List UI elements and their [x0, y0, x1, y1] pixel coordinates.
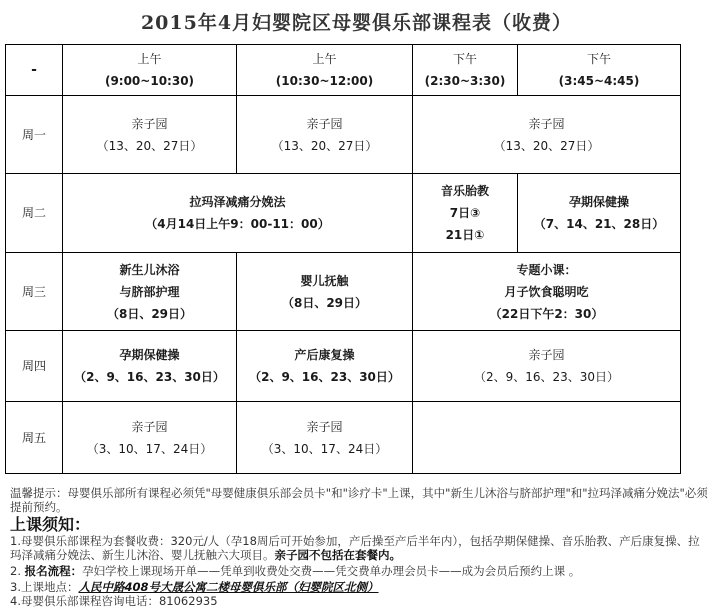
note-item-1: 1.母婴俱乐部课程为套餐收费：320元/人（孕18周后可开始参加，产后操至产后半年内），包括孕期保健操、音乐胎教、产后康复操、拉玛泽减痛分娩法、新生儿沐浴、婴儿抚触六大项目。亲子园不包括在套餐内。 — [10, 534, 700, 562]
day-label: 周三 — [6, 253, 63, 331]
day-label: 周四 — [6, 331, 63, 402]
course-cell: 亲子园 （13、20、27日） — [413, 96, 681, 174]
header-col-2: 上午 (10:30~12:00) — [237, 45, 413, 96]
day-label: 周五 — [6, 402, 63, 474]
note-item-3: 3.上课地点：人民中路408号大晟公寓二楼母婴俱乐部（妇婴院区北侧） — [10, 580, 379, 594]
row-friday — [6, 402, 681, 474]
day-label: 周一 — [6, 96, 63, 174]
course-cell: 拉玛泽减痛分娩法 （4月14日上午9：00-11：00） — [63, 174, 413, 253]
row-tuesday — [6, 174, 681, 253]
row-monday — [6, 96, 681, 174]
course-cell: 亲子园 （2、9、16、23、30日） — [413, 331, 681, 402]
header-col-1: 上午 (9:00~10:30) — [63, 45, 237, 96]
course-cell: 孕期保健操 （7、14、21、28日） — [518, 174, 681, 253]
day-label: 周二 — [6, 174, 63, 253]
course-cell: 新生儿沐浴 与脐部护理 （8日、29日） — [63, 253, 237, 331]
row-thursday — [6, 331, 681, 402]
course-cell: 亲子园 （13、20、27日） — [237, 96, 413, 174]
note-item-2: 2. 报名流程：孕妇学校上课现场开单——凭单到收费处交费——凭交费单办理会员卡——成为会员后预约上课 。 — [10, 564, 581, 578]
course-cell: 婴儿抚触 （8日、29日） — [237, 253, 413, 331]
header-col-3: 下午 (2:30~3:30) — [413, 45, 518, 96]
course-cell-empty — [413, 402, 681, 474]
course-cell: 产后康复操 （2、9、16、23、30日） — [237, 331, 413, 402]
header-col-4: 下午 (3:45~4:45) — [518, 45, 681, 96]
course-cell: 孕期保健操 （2、9、16、23、30日） — [63, 331, 237, 402]
note-item-4: 4.母婴俱乐部课程咨询电话：81062935 — [10, 594, 218, 608]
notes-heading: 上课须知： — [10, 515, 91, 534]
course-cell: 亲子园 （3、10、17、24日） — [63, 402, 237, 474]
header-row — [6, 45, 681, 96]
course-cell: 专题小课： 月子饮食聪明吃 （22日下午2：30） — [413, 253, 681, 331]
course-cell: 亲子园 （3、10、17、24日） — [237, 402, 413, 474]
warm-tip: 温馨提示：母婴俱乐部所有课程必须凭"母婴健康俱乐部会员卡"和"诊疗卡"上课，其中"新生儿沐浴与脐部护理"和"拉玛泽减痛分娩法"必须提前预约。 — [10, 486, 708, 514]
course-cell: 亲子园 （13、20、27日） — [63, 96, 237, 174]
row-wednesday — [6, 253, 681, 331]
page-title: 2015年4月妇婴院区母婴俱乐部课程表（收费） — [140, 12, 573, 34]
schedule-table — [5, 44, 681, 474]
corner-cell: - — [6, 45, 63, 96]
notes-section — [10, 487, 710, 608]
course-cell: 音乐胎教 7日③ 21日① — [413, 174, 518, 253]
